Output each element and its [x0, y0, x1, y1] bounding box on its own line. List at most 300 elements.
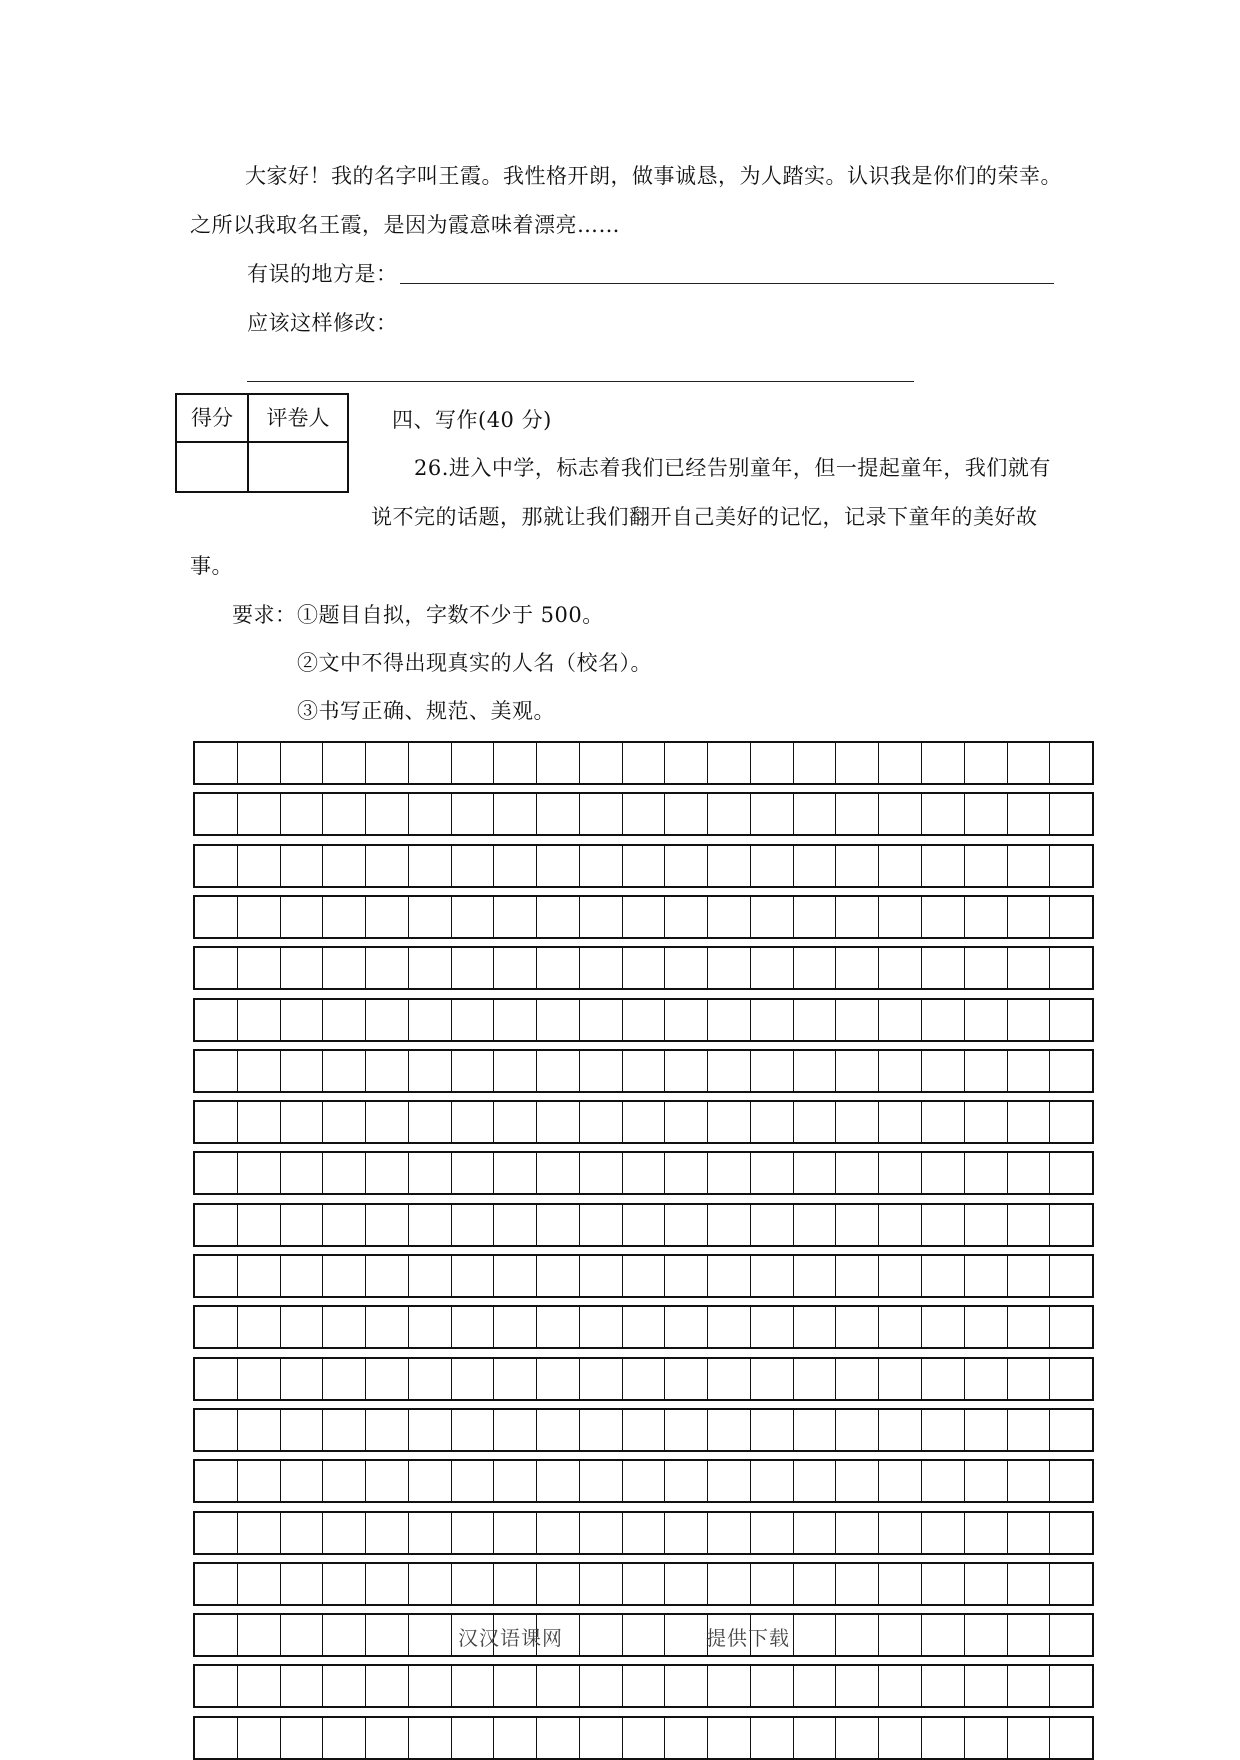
grid-square[interactable]	[1008, 743, 1051, 783]
grid-square[interactable]	[238, 1615, 281, 1655]
grid-square[interactable]	[409, 794, 452, 834]
grid-square[interactable]	[794, 794, 837, 834]
grid-square[interactable]	[366, 1410, 409, 1450]
grid-square[interactable]	[366, 1359, 409, 1399]
grid-square[interactable]	[409, 897, 452, 937]
grid-square[interactable]	[238, 1307, 281, 1347]
grid-square[interactable]	[195, 794, 238, 834]
grid-square[interactable]	[708, 948, 751, 988]
grid-square[interactable]	[1008, 1307, 1051, 1347]
grid-square[interactable]	[452, 743, 495, 783]
error-answer-line[interactable]	[400, 283, 1054, 284]
grid-square[interactable]	[281, 1410, 324, 1450]
grid-square[interactable]	[323, 1513, 366, 1553]
grid-square[interactable]	[794, 1615, 837, 1655]
grid-square[interactable]	[409, 743, 452, 783]
grid-square[interactable]	[238, 897, 281, 937]
grid-square[interactable]	[195, 1102, 238, 1142]
grid-square[interactable]	[922, 1513, 965, 1553]
grid-square[interactable]	[751, 1666, 794, 1706]
grid-square[interactable]	[494, 1307, 537, 1347]
grid-square[interactable]	[452, 1256, 495, 1296]
grid-square[interactable]	[366, 1000, 409, 1040]
grid-square[interactable]	[922, 743, 965, 783]
grid-square[interactable]	[965, 1564, 1008, 1604]
grid-square[interactable]	[665, 1000, 708, 1040]
grid-square[interactable]	[409, 1102, 452, 1142]
grid-square[interactable]	[238, 1410, 281, 1450]
grid-square[interactable]	[623, 1256, 666, 1296]
grid-square[interactable]	[965, 1205, 1008, 1245]
grid-square[interactable]	[665, 1051, 708, 1091]
grid-square[interactable]	[665, 1615, 708, 1655]
grid-square[interactable]	[751, 1359, 794, 1399]
grid-square[interactable]	[281, 1359, 324, 1399]
grid-square[interactable]	[623, 846, 666, 886]
grid-square[interactable]	[281, 1153, 324, 1193]
grid-square[interactable]	[409, 1718, 452, 1758]
grid-square[interactable]	[922, 1718, 965, 1758]
grid-square[interactable]	[665, 1513, 708, 1553]
grid-square[interactable]	[879, 1205, 922, 1245]
grid-square[interactable]	[1050, 743, 1092, 783]
grid-square[interactable]	[665, 794, 708, 834]
grid-square[interactable]	[281, 897, 324, 937]
grid-square[interactable]	[366, 846, 409, 886]
grid-square[interactable]	[708, 1564, 751, 1604]
grid-square[interactable]	[494, 1153, 537, 1193]
grid-square[interactable]	[794, 1564, 837, 1604]
grid-square[interactable]	[879, 1359, 922, 1399]
grid-square[interactable]	[580, 794, 623, 834]
grid-square[interactable]	[409, 1256, 452, 1296]
grid-square[interactable]	[494, 794, 537, 834]
grid-square[interactable]	[409, 1564, 452, 1604]
grid-square[interactable]	[366, 743, 409, 783]
grid-square[interactable]	[836, 1256, 879, 1296]
grid-square[interactable]	[195, 1718, 238, 1758]
grid-square[interactable]	[323, 1205, 366, 1245]
grid-square[interactable]	[665, 1410, 708, 1450]
grid-square[interactable]	[708, 1102, 751, 1142]
grid-square[interactable]	[537, 1359, 580, 1399]
grid-square[interactable]	[879, 1513, 922, 1553]
grid-square[interactable]	[580, 1461, 623, 1501]
grid-square[interactable]	[195, 1564, 238, 1604]
grid-square[interactable]	[281, 948, 324, 988]
grid-square[interactable]	[195, 846, 238, 886]
grid-square[interactable]	[580, 1359, 623, 1399]
grid-square[interactable]	[537, 897, 580, 937]
grid-square[interactable]	[751, 1564, 794, 1604]
grid-square[interactable]	[708, 846, 751, 886]
grid-square[interactable]	[452, 1513, 495, 1553]
grid-square[interactable]	[452, 794, 495, 834]
grid-square[interactable]	[195, 1615, 238, 1655]
grid-square[interactable]	[665, 1307, 708, 1347]
grid-square[interactable]	[965, 1307, 1008, 1347]
grid-square[interactable]	[665, 1256, 708, 1296]
grid-square[interactable]	[794, 948, 837, 988]
grid-square[interactable]	[1008, 1000, 1051, 1040]
grid-square[interactable]	[238, 948, 281, 988]
grid-square[interactable]	[794, 1410, 837, 1450]
grid-square[interactable]	[879, 1461, 922, 1501]
grid-square[interactable]	[323, 1359, 366, 1399]
grid-square[interactable]	[794, 1051, 837, 1091]
grid-square[interactable]	[794, 1102, 837, 1142]
grid-square[interactable]	[965, 948, 1008, 988]
grid-square[interactable]	[665, 897, 708, 937]
grid-square[interactable]	[238, 846, 281, 886]
grid-square[interactable]	[409, 948, 452, 988]
grid-square[interactable]	[708, 1205, 751, 1245]
grid-square[interactable]	[366, 1256, 409, 1296]
grid-square[interactable]	[452, 948, 495, 988]
grid-square[interactable]	[323, 794, 366, 834]
grid-square[interactable]	[323, 1564, 366, 1604]
grid-square[interactable]	[1050, 1410, 1092, 1450]
grid-square[interactable]	[1008, 1564, 1051, 1604]
grid-square[interactable]	[323, 1102, 366, 1142]
grid-square[interactable]	[965, 1153, 1008, 1193]
grid-square[interactable]	[794, 1718, 837, 1758]
grid-square[interactable]	[1050, 1102, 1092, 1142]
grid-square[interactable]	[452, 1000, 495, 1040]
grid-square[interactable]	[1008, 897, 1051, 937]
grid-square[interactable]	[1050, 1256, 1092, 1296]
grid-square[interactable]	[195, 1256, 238, 1296]
grid-square[interactable]	[922, 948, 965, 988]
grid-square[interactable]	[452, 1102, 495, 1142]
grid-square[interactable]	[323, 1307, 366, 1347]
grid-square[interactable]	[922, 1564, 965, 1604]
grid-square[interactable]	[238, 794, 281, 834]
grid-square[interactable]	[238, 1000, 281, 1040]
grid-square[interactable]	[836, 897, 879, 937]
grid-square[interactable]	[366, 1051, 409, 1091]
grid-square[interactable]	[494, 1513, 537, 1553]
fix-answer-line[interactable]	[247, 381, 914, 382]
grid-square[interactable]	[1050, 1564, 1092, 1604]
grid-square[interactable]	[879, 1666, 922, 1706]
grid-square[interactable]	[494, 1718, 537, 1758]
grid-square[interactable]	[751, 1153, 794, 1193]
grid-square[interactable]	[708, 1461, 751, 1501]
grid-square[interactable]	[836, 1307, 879, 1347]
grid-square[interactable]	[580, 846, 623, 886]
grid-square[interactable]	[922, 1051, 965, 1091]
grid-square[interactable]	[965, 1051, 1008, 1091]
grid-square[interactable]	[751, 846, 794, 886]
grid-square[interactable]	[323, 1051, 366, 1091]
grid-square[interactable]	[1008, 1205, 1051, 1245]
grid-square[interactable]	[409, 1205, 452, 1245]
grid-square[interactable]	[1008, 1461, 1051, 1501]
grid-square[interactable]	[452, 1461, 495, 1501]
grid-square[interactable]	[409, 1307, 452, 1347]
grid-square[interactable]	[922, 1000, 965, 1040]
grid-square[interactable]	[623, 948, 666, 988]
grid-square[interactable]	[965, 1102, 1008, 1142]
grid-square[interactable]	[580, 897, 623, 937]
grid-square[interactable]	[1008, 1153, 1051, 1193]
grid-square[interactable]	[794, 743, 837, 783]
grid-square[interactable]	[922, 1666, 965, 1706]
grid-square[interactable]	[452, 1410, 495, 1450]
grid-square[interactable]	[195, 1410, 238, 1450]
grid-square[interactable]	[623, 897, 666, 937]
grid-square[interactable]	[965, 897, 1008, 937]
grid-square[interactable]	[879, 1564, 922, 1604]
grid-square[interactable]	[409, 1051, 452, 1091]
grid-square[interactable]	[1050, 1153, 1092, 1193]
grid-square[interactable]	[366, 1461, 409, 1501]
grid-square[interactable]	[1008, 1051, 1051, 1091]
grid-square[interactable]	[708, 1307, 751, 1347]
grid-square[interactable]	[281, 1461, 324, 1501]
grid-square[interactable]	[879, 1000, 922, 1040]
grid-square[interactable]	[665, 948, 708, 988]
grid-square[interactable]	[922, 1410, 965, 1450]
grid-square[interactable]	[665, 1153, 708, 1193]
grid-square[interactable]	[195, 743, 238, 783]
grid-square[interactable]	[409, 1410, 452, 1450]
grid-square[interactable]	[323, 743, 366, 783]
grid-square[interactable]	[623, 1205, 666, 1245]
grid-square[interactable]	[708, 1666, 751, 1706]
grid-square[interactable]	[965, 846, 1008, 886]
grid-square[interactable]	[1008, 1666, 1051, 1706]
grid-square[interactable]	[323, 1615, 366, 1655]
grid-square[interactable]	[623, 1000, 666, 1040]
grid-square[interactable]	[836, 1153, 879, 1193]
grid-square[interactable]	[708, 1718, 751, 1758]
grid-square[interactable]	[195, 1307, 238, 1347]
grid-square[interactable]	[623, 1410, 666, 1450]
grid-square[interactable]	[323, 1718, 366, 1758]
grid-square[interactable]	[665, 1102, 708, 1142]
grid-square[interactable]	[879, 846, 922, 886]
grid-square[interactable]	[281, 1564, 324, 1604]
grid-square[interactable]	[623, 1666, 666, 1706]
grid-square[interactable]	[195, 1359, 238, 1399]
grid-square[interactable]	[537, 1051, 580, 1091]
grid-square[interactable]	[494, 948, 537, 988]
grid-square[interactable]	[366, 1718, 409, 1758]
grid-square[interactable]	[409, 1615, 452, 1655]
grid-square[interactable]	[1050, 1718, 1092, 1758]
grid-square[interactable]	[794, 1205, 837, 1245]
grid-square[interactable]	[494, 1205, 537, 1245]
grid-square[interactable]	[323, 1666, 366, 1706]
grid-square[interactable]	[965, 1461, 1008, 1501]
grid-square[interactable]	[1008, 1256, 1051, 1296]
grid-square[interactable]	[409, 1513, 452, 1553]
grid-square[interactable]	[1050, 1307, 1092, 1347]
grid-square[interactable]	[494, 1666, 537, 1706]
grid-square[interactable]	[580, 1666, 623, 1706]
grid-square[interactable]	[836, 794, 879, 834]
grid-square[interactable]	[580, 1718, 623, 1758]
grid-square[interactable]	[452, 1718, 495, 1758]
grid-square[interactable]	[922, 794, 965, 834]
grid-square[interactable]	[623, 1513, 666, 1553]
grid-square[interactable]	[366, 1102, 409, 1142]
grid-square[interactable]	[751, 743, 794, 783]
grid-square[interactable]	[794, 1307, 837, 1347]
grid-square[interactable]	[1050, 1051, 1092, 1091]
score-cell[interactable]	[177, 443, 249, 491]
grid-square[interactable]	[623, 794, 666, 834]
grid-square[interactable]	[1008, 1359, 1051, 1399]
grid-square[interactable]	[494, 1256, 537, 1296]
grid-square[interactable]	[623, 1564, 666, 1604]
grid-square[interactable]	[580, 1256, 623, 1296]
grid-square[interactable]	[537, 948, 580, 988]
grid-square[interactable]	[708, 1359, 751, 1399]
grid-square[interactable]	[879, 1102, 922, 1142]
grid-square[interactable]	[238, 1205, 281, 1245]
grid-square[interactable]	[751, 1718, 794, 1758]
grid-square[interactable]	[238, 1256, 281, 1296]
grid-square[interactable]	[238, 1359, 281, 1399]
grid-square[interactable]	[195, 1000, 238, 1040]
grid-square[interactable]	[708, 794, 751, 834]
grid-square[interactable]	[537, 846, 580, 886]
grid-square[interactable]	[195, 1513, 238, 1553]
grid-square[interactable]	[281, 1256, 324, 1296]
grid-square[interactable]	[836, 743, 879, 783]
grid-square[interactable]	[452, 1051, 495, 1091]
grid-square[interactable]	[452, 1359, 495, 1399]
grid-square[interactable]	[794, 1513, 837, 1553]
grid-square[interactable]	[751, 794, 794, 834]
grid-square[interactable]	[965, 1718, 1008, 1758]
grid-square[interactable]	[836, 1205, 879, 1245]
grid-square[interactable]	[580, 948, 623, 988]
grid-square[interactable]	[836, 948, 879, 988]
grid-square[interactable]	[238, 1513, 281, 1553]
grid-square[interactable]	[195, 1461, 238, 1501]
grid-square[interactable]	[623, 1615, 666, 1655]
grid-square[interactable]	[366, 1513, 409, 1553]
grid-square[interactable]	[580, 1153, 623, 1193]
grid-square[interactable]	[751, 1205, 794, 1245]
grid-square[interactable]	[708, 1051, 751, 1091]
grid-square[interactable]	[922, 1359, 965, 1399]
grid-square[interactable]	[836, 1615, 879, 1655]
grid-square[interactable]	[879, 948, 922, 988]
grid-square[interactable]	[751, 1256, 794, 1296]
grid-square[interactable]	[751, 1307, 794, 1347]
grid-square[interactable]	[452, 1666, 495, 1706]
grid-square[interactable]	[580, 1102, 623, 1142]
grid-square[interactable]	[537, 1205, 580, 1245]
grid-square[interactable]	[537, 1000, 580, 1040]
grid-square[interactable]	[366, 1666, 409, 1706]
grid-square[interactable]	[922, 1205, 965, 1245]
grid-square[interactable]	[195, 948, 238, 988]
grid-square[interactable]	[922, 1461, 965, 1501]
grid-square[interactable]	[836, 1359, 879, 1399]
grid-square[interactable]	[366, 1153, 409, 1193]
grid-square[interactable]	[879, 1051, 922, 1091]
grid-square[interactable]	[665, 1461, 708, 1501]
grid-square[interactable]	[708, 1410, 751, 1450]
grid-square[interactable]	[1008, 1513, 1051, 1553]
grid-square[interactable]	[537, 794, 580, 834]
grid-square[interactable]	[1008, 1102, 1051, 1142]
grid-square[interactable]	[580, 743, 623, 783]
grid-square[interactable]	[665, 743, 708, 783]
grid-square[interactable]	[494, 897, 537, 937]
grid-square[interactable]	[409, 1000, 452, 1040]
grid-square[interactable]	[238, 1153, 281, 1193]
grid-square[interactable]	[1008, 1615, 1051, 1655]
grid-square[interactable]	[623, 1359, 666, 1399]
grid-square[interactable]	[879, 1615, 922, 1655]
grid-square[interactable]	[751, 1000, 794, 1040]
grid-square[interactable]	[879, 1718, 922, 1758]
grid-square[interactable]	[409, 846, 452, 886]
grid-square[interactable]	[751, 1102, 794, 1142]
grid-square[interactable]	[281, 1000, 324, 1040]
grid-square[interactable]	[238, 1051, 281, 1091]
grid-square[interactable]	[452, 897, 495, 937]
grid-square[interactable]	[195, 897, 238, 937]
grid-square[interactable]	[1050, 1615, 1092, 1655]
grid-square[interactable]	[836, 1666, 879, 1706]
grid-square[interactable]	[665, 1564, 708, 1604]
grid-square[interactable]	[879, 1410, 922, 1450]
grid-square[interactable]	[281, 794, 324, 834]
grid-square[interactable]	[836, 846, 879, 886]
grid-square[interactable]	[366, 897, 409, 937]
grid-square[interactable]	[195, 1205, 238, 1245]
grid-square[interactable]	[708, 1513, 751, 1553]
grid-square[interactable]	[494, 1461, 537, 1501]
grid-square[interactable]	[537, 1513, 580, 1553]
grid-square[interactable]	[1008, 1410, 1051, 1450]
grid-square[interactable]	[665, 1359, 708, 1399]
grid-square[interactable]	[281, 846, 324, 886]
grid-square[interactable]	[323, 1410, 366, 1450]
grid-square[interactable]	[1050, 1205, 1092, 1245]
grid-square[interactable]	[708, 1256, 751, 1296]
grid-square[interactable]	[879, 1307, 922, 1347]
grid-square[interactable]	[452, 1307, 495, 1347]
grid-square[interactable]	[965, 1666, 1008, 1706]
grid-square[interactable]	[1050, 1359, 1092, 1399]
grid-square[interactable]	[751, 1410, 794, 1450]
grid-square[interactable]	[1008, 794, 1051, 834]
grid-square[interactable]	[623, 1461, 666, 1501]
grid-square[interactable]	[281, 743, 324, 783]
grid-square[interactable]	[708, 1153, 751, 1193]
grid-square[interactable]	[281, 1615, 324, 1655]
grid-square[interactable]	[580, 1615, 623, 1655]
grid-square[interactable]	[452, 846, 495, 886]
grid-square[interactable]	[580, 1564, 623, 1604]
grid-square[interactable]	[836, 1461, 879, 1501]
grid-square[interactable]	[922, 1102, 965, 1142]
grid-square[interactable]	[323, 1153, 366, 1193]
grid-square[interactable]	[623, 1307, 666, 1347]
grid-square[interactable]	[836, 1564, 879, 1604]
grid-square[interactable]	[794, 1000, 837, 1040]
grid-square[interactable]	[537, 1461, 580, 1501]
